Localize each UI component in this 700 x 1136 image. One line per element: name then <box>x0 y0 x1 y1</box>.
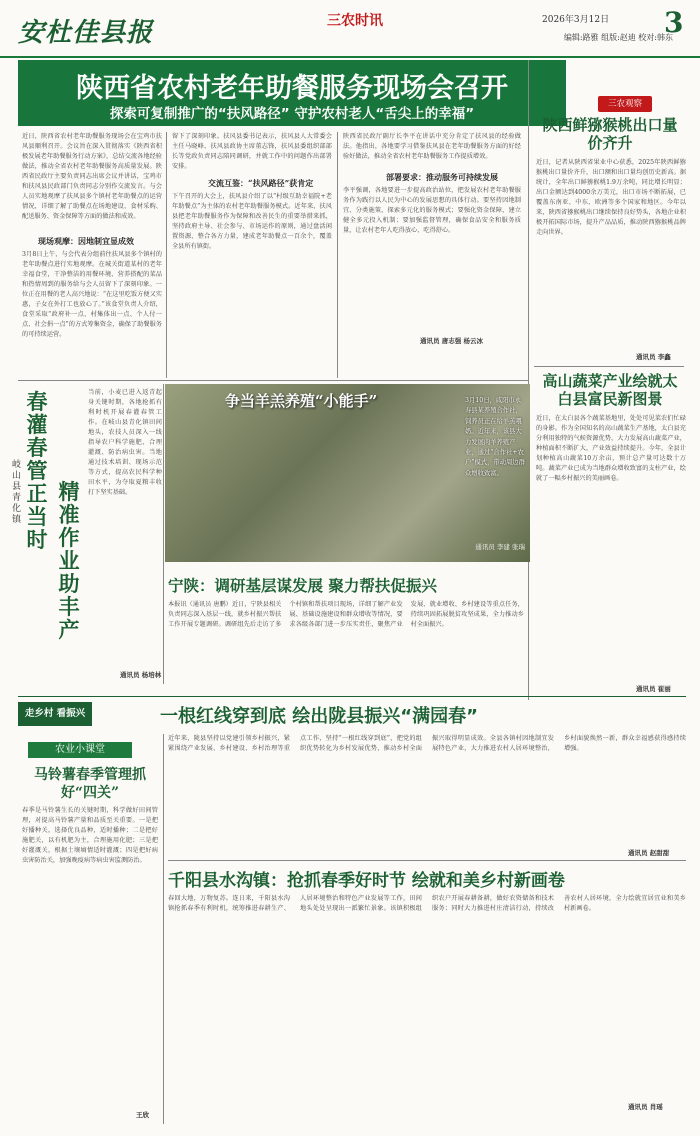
feature-band <box>0 700 700 728</box>
vertical-feature-body: 当前，小麦已进入返青起身关键时期，各地抢抓有利时机开展春灌春管工作。在岐山县青化镇田间地头，农技人员深入一线指导农户科学施肥、合理灌溉、防治病虫害。当地通过技术培训、现场示范等方式，提高农民科学种田水平，为夺取夏粮丰收打下坚实基础。 <box>88 389 162 496</box>
sidebar-top-body: 近日，记者从陕西省果业中心获悉，2025年陕西鲜猕猴桃出口量价齐升，出口额和出口量均创历史新高。据统计，全年出口鲜猕猴桃1.9万余吨，同比增长明显；出口金额达到4000余万美元，出口市场不断拓展，已覆盖东南亚、中东、欧洲等多个国家和地区。今年以来，陕西省猕猴桃出口继续保持良好势头，各地企业积极开拓国际市场，提升产品品质，推动陕西猕猴桃品牌走向世界。 <box>536 159 686 236</box>
longxian-credit: 通讯员 赵甜甜 <box>628 849 670 857</box>
main-article-col1b: 3月8日上午，与会代表分组前往扶风县多个镇村的老年助餐点进行实地观摩。在城关街道某村的老年幸福食堂，干净整洁的用餐环境、营养搭配的菜品和热情周到的服务给与会人员留下了深刻印象。一位正在用餐的老人高兴地说：“在这里吃饭方便又实惠，子女在外打工也放心了。”该食堂负责人介绍，食堂采取“政府补一点、村集体出一点、个人付一点、社会捐一点”的方式筹集资金，确保了助餐服务的可持续运营。 <box>22 251 162 338</box>
headline-subtitle: 探索可复制推广的“扶风路径” 守护农村老人“舌尖上的幸福” <box>109 106 475 122</box>
ningxia-title: 宁陕：调研基层谋发展 聚力帮扶促振兴 <box>168 577 437 595</box>
ningxia-body: 本报讯（通讯员 唐鹏）近日，宁陕县相关负责同志深入基层一线，就乡村振兴帮扶工作开展专题调研。调研组先后走访了多个村镇和帮扶项目现场，详细了解产业发展、基础设施建设和群众增收等情况，要求各级各部门进一步压实责任，聚焦产业发展、就业增收、乡村建设等重点任务，持续巩固拓展脱贫攻坚成果，全力推动乡村全面振兴。 <box>168 601 524 628</box>
feature-photo <box>165 384 530 562</box>
tips-body: 春季是马铃薯生长的关键时期，科学做好田间管理，对提高马铃薯产量和品质至关重要。一是把好播种关，选择优良品种，适时播种；二是把好施肥关，以有机肥为主，合理施用化肥；三是把好灌溉关，根据土壤墒情适时灌溉；四是把好病虫害防治关，加强晚疫病等病虫害监测防治。 <box>22 807 158 864</box>
qianyang-credit: 通讯员 肖瑶 <box>628 1103 663 1111</box>
sidebar-mid-credit: 通讯员 崔丽 <box>636 685 671 693</box>
main-subhead-3: 部署要求：推动服务可持续发展 <box>386 172 498 182</box>
main-article-col2b: 下午召开的大会上，扶风县介绍了以“村级互助幸福院+老年助餐点”为主体的农村老年助餐服务模式。近年来，扶风县把老年助餐服务作为保障和改善民生的重要举措来抓，坚持政府主导、社会参与、市场运作的原则，通过盘活闲置资源、整合各方力量，建成老年助餐点一百余个，覆盖全县所有镇街。 <box>172 193 332 250</box>
headline-banner <box>18 60 566 126</box>
main-article-col3b: 李平强调，各地要进一步提高政治站位，把发展农村老年助餐服务作为践行以人民为中心的发展思想的具体行动。要坚持因地制宜、分类施策，探索多元化的服务模式；要强化资金保障，建立健全多元投入机制；要加强监督管理，确保食品安全和服务质量，让农村老年人吃得放心、吃得舒心。 <box>343 187 521 234</box>
main-subhead-1: 现场观摩：因地制宜显成效 <box>38 236 134 246</box>
vertical-title-2: 精准作业助丰产 <box>58 479 80 642</box>
photo-credit: 通讯员 李建 张瑞 <box>475 543 525 551</box>
sidebar-mid-body: 近日，在太白县各个蔬菜基地里，处处可见菜农们忙碌的身影。作为全国知名的高山蔬菜生产基地，太白县充分利用独特的气候资源优势，大力发展高山蔬菜产业，种植面积不断扩大，产业效益持续提升。今年，全县计划种植高山蔬菜10万余亩，预计总产量可达数十万吨。蔬菜产业已成为当地群众增收致富的支柱产业，绘就了一幅乡村振兴的美丽画卷。 <box>536 415 686 482</box>
headline-title: 陕西省农村老年助餐服务现场会召开 <box>76 73 508 104</box>
photo-title: 争当羊羔养殖“小能手” <box>225 392 378 410</box>
main-article-credit: 通讯员 唐志强 杨云冰 <box>420 337 484 345</box>
sidebar-top-title: 陕西鲜猕猴桃出口量价齐升 <box>542 116 678 152</box>
page-number: 3 <box>664 6 684 39</box>
main-article-col1: 近日，陕西省农村老年助餐服务现场会在宝鸡市扶风县顺利召开。会议旨在深入贯彻落实《陕西省积极发展老年助餐服务行动方案》，总结交流各地经验做法，推动全省农村老年助餐服务高质量发展。陕西省民政厅主要负责同志出席会议并讲话，宝鸡市和扶风县民政部门负责同志分别作交流发言。与会人员实地观摩了扶风县多个镇村老年助餐点的运营情况，详细了解了助餐点在场地建设、食材采购、配送服务、资金保障等方面的做法和成效。 <box>22 133 162 220</box>
main-subhead-2: 交流互鉴：“扶风路径”获肯定 <box>208 178 314 188</box>
qianyang-body: 春回大地，万物复苏。连日来，千阳县水沟镇抢抓春季有利时机，统筹推进春耕生产、人居环境整治和特色产业发展等工作，田间地头处处呈现出一派繁忙景象。该镇积极组织农户开展春耕备耕，做好农资储备和技术服务；同时大力推进村庄清洁行动，持续改善农村人居环境，全力绘就宜居宜业和美乡村新画卷。 <box>168 895 686 912</box>
vertical-byline: 岐山县青化镇 <box>12 460 22 525</box>
band-title: 一根红线穿到底 绘出陇县振兴“满园春” <box>160 706 478 727</box>
qianyang-title: 千阳县水沟镇：抢抓春季好时节 绘就和美乡村新画卷 <box>168 871 565 891</box>
main-article-col3: 陕西省民政厅副厅长李平在讲话中充分肯定了扶风县的经验做法。他指出，各地要学习借鉴扶风县在老年助餐服务方面的好经验好做法，推动全省农村老年助餐服务工作提质增效。 <box>343 133 521 160</box>
main-article-col2: 留下了深刻印象。扶风县委书记表示，扶风县人大常委会主任马晓峰、扶风县政协主席董志锋，扶风县委组织部部长等党政负责同志陪同调研，并就工作中的问题作出部署安排。 <box>172 133 332 170</box>
issue-date: 2026年3月12日 <box>542 15 610 25</box>
photo-caption: 3月10日，咸阳市永寿县某养殖合作社，饲养员正在给羊羔喂奶。近年来，该县大力发展肉羊养殖产业，通过“合作社+农户”模式，带动周边群众增收致富。 <box>465 397 525 477</box>
section-name: 三农时讯 <box>327 13 383 29</box>
band-tag: 走乡村 看振兴 <box>18 702 92 726</box>
vertical-feature-credit: 通讯员 杨培林 <box>120 671 162 679</box>
sidebar-top-credit: 通讯员 李鑫 <box>636 353 671 361</box>
tips-credit: 王欣 <box>136 1111 149 1119</box>
newspaper-logo: 安杜佳县报 <box>18 18 154 48</box>
section-ribbon: 三农观察 <box>598 96 652 112</box>
tips-title: 马铃薯春季管理抓好“四关” <box>34 767 146 801</box>
masthead <box>0 0 700 58</box>
editors-line: 编辑:路雅 组版:赵迪 校对:韩东 <box>563 33 673 42</box>
vertical-title-1: 春灌春管正当时 <box>26 389 48 552</box>
longxian-body: 近年来，陇县坚持以党建引领乡村振兴，紧紧围绕产业发展、乡村建设、乡村治理等重点工作，坚持“一根红线穿到底”，把党的组织优势转化为乡村发展优势，推动乡村全面振兴取得明显成效。全县各镇村因地制宜发展特色产业，大力推进农村人居环境整治，乡村面貌焕然一新，群众幸福感获得感持续增强。 <box>168 735 686 752</box>
tips-box: 农业小课堂 <box>28 742 132 758</box>
sidebar-mid-title: 高山蔬菜产业绘就太白县富民新图景 <box>542 372 678 408</box>
